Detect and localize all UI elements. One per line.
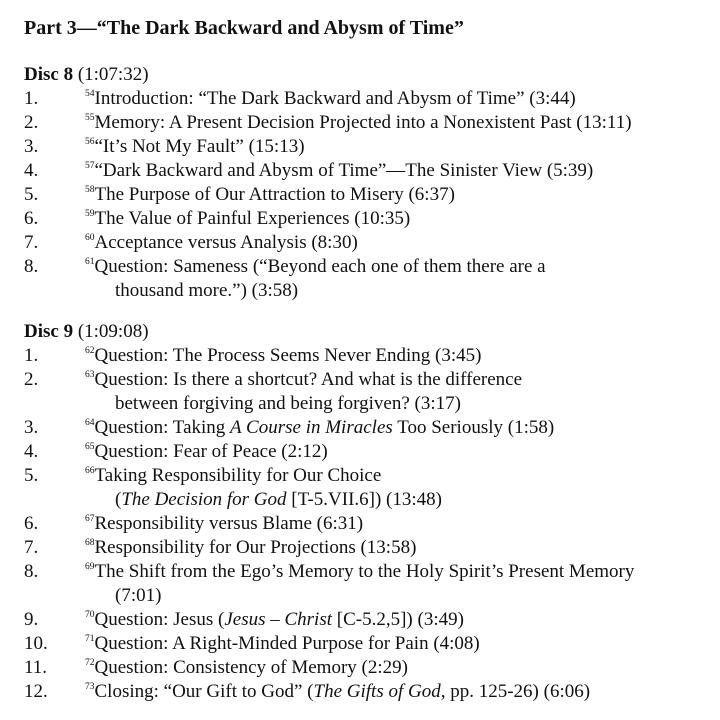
track-title: Taking Responsibility for Our Choice (94, 465, 382, 486)
footnote-number: 70 (85, 610, 95, 620)
track-title: The Purpose of Our Attraction to Misery (6:37) (94, 184, 455, 205)
track-number: 10. (24, 633, 48, 654)
track-title: Acceptance versus Analysis (8:30) (94, 232, 358, 253)
footnote-number: 57 (85, 161, 95, 171)
continuation-prefix: ( (115, 489, 122, 510)
footnote-number: 64 (85, 418, 95, 428)
track-title: “It’s Not My Fault” (15:13) (94, 136, 305, 157)
track-row (24, 255, 714, 303)
track-number: 3. (24, 417, 39, 438)
track-number: 9. (24, 609, 39, 630)
footnote-number: 59 (85, 209, 95, 219)
track-number: 4. (24, 160, 39, 181)
track-row (24, 608, 714, 632)
footnote-number: 58 (85, 185, 95, 195)
track-row (24, 183, 714, 207)
track-title-continuation (85, 488, 714, 512)
track-number: 7. (24, 232, 39, 253)
track-row (24, 512, 714, 536)
track-row (24, 680, 714, 704)
track-title: Question: Consistency of Memory (2:29) (94, 657, 408, 678)
track-title: Question: Fear of Peace (2:12) (94, 441, 328, 462)
track-number: 3. (24, 136, 39, 157)
disc-duration: (1:07:32) (77, 64, 149, 85)
footnote-number: 67 (85, 514, 95, 524)
footnote-number: 68 (85, 538, 95, 548)
track-title: Question: Is there a shortcut? And what is the difference (94, 369, 523, 390)
track-title: Question: Sameness (“Beyond each one of them there are a (94, 256, 546, 277)
part-title: Part 3—“The Dark Backward and Abysm of Time” (24, 17, 464, 39)
track-title: Memory: A Present Decision Projected into a Nonexistent Past (13:11) (94, 112, 632, 133)
track-title-suffix: [C-5.2,5]) (3:49) (332, 609, 464, 630)
footnote-number: 60 (85, 233, 95, 243)
track-number: 12. (24, 681, 48, 702)
book-title: The Gifts of God (313, 681, 441, 702)
track-row (24, 368, 714, 416)
disc-heading (24, 320, 714, 344)
track-number: 2. (24, 112, 39, 133)
footnote-number: 73 (85, 682, 95, 692)
track-row (24, 464, 714, 512)
track-number: 6. (24, 208, 39, 229)
track-number: 7. (24, 537, 39, 558)
track-title: The Value of Painful Experiences (10:35) (94, 208, 411, 229)
disc-8-section (24, 63, 714, 303)
disc-label: Disc 9 (24, 321, 74, 342)
track-title-prefix: Closing: “Our Gift to God” ( (94, 681, 314, 702)
track-title-suffix: , pp. 125-26) (6:06) (440, 681, 591, 702)
footnote-number: 63 (85, 370, 95, 380)
track-number: 1. (24, 88, 39, 109)
disc-9-section (24, 320, 714, 704)
track-number: 5. (24, 465, 39, 486)
footnote-number: 56 (85, 137, 95, 147)
track-row (24, 536, 714, 560)
footnote-number: 71 (85, 634, 95, 644)
track-title-continuation: between forgiving and being forgiven? (3:17) (115, 393, 461, 414)
track-number: 8. (24, 561, 39, 582)
footnote-number: 62 (85, 346, 95, 356)
track-row (24, 135, 714, 159)
disc-label: Disc 8 (24, 64, 74, 85)
track-row (24, 656, 714, 680)
track-row (24, 87, 714, 111)
footnote-number: 72 (85, 658, 95, 668)
book-title: The Decision for God (121, 489, 287, 510)
track-row (24, 159, 714, 183)
track-row (24, 231, 714, 255)
track-number: 2. (24, 369, 39, 390)
track-row (24, 111, 714, 135)
footnote-number: 66 (85, 466, 95, 476)
track-title: Question: A Right-Minded Purpose for Pain (4:08) (94, 633, 480, 654)
track-title: Question: The Process Seems Never Ending (3:45) (94, 345, 482, 366)
track-row (24, 632, 714, 656)
track-title-prefix: Question: Jesus ( (94, 609, 225, 630)
track-number: 1. (24, 345, 39, 366)
continuation-suffix: [T-5.VII.6]) (13:48) (286, 489, 442, 510)
track-number: 11. (24, 657, 48, 678)
track-title-prefix: Question: Taking (94, 417, 231, 438)
track-number: 5. (24, 184, 39, 205)
disc-heading (24, 63, 714, 87)
track-title-continuation: thousand more.”) (3:58) (115, 280, 299, 301)
disc-duration: (1:09:08) (77, 321, 149, 342)
track-title: Responsibility for Our Projections (13:58) (94, 537, 417, 558)
track-row (24, 344, 714, 368)
track-row (24, 207, 714, 231)
footnote-number: 54 (85, 89, 95, 99)
track-title-continuation: (7:01) (115, 585, 162, 606)
footnote-number: 69 (85, 562, 95, 572)
footnote-number: 55 (85, 113, 95, 123)
track-row (24, 440, 714, 464)
book-title: A Course in Miracles (230, 417, 393, 438)
track-title: Responsibility versus Blame (6:31) (94, 513, 364, 534)
footnote-number: 65 (85, 442, 95, 452)
track-number: 4. (24, 441, 39, 462)
track-row (24, 560, 714, 608)
track-title-suffix: Too Seriously (1:58) (392, 417, 555, 438)
book-title: Jesus – Christ (224, 609, 333, 630)
track-number: 8. (24, 256, 39, 277)
track-row (24, 416, 714, 440)
track-number: 6. (24, 513, 39, 534)
footnote-number: 61 (85, 257, 95, 267)
track-title: Introduction: “The Dark Backward and Abysm of Time” (3:44) (94, 88, 576, 109)
track-title: The Shift from the Ego’s Memory to the Holy Spirit’s Present Memory (94, 561, 635, 582)
track-title: “Dark Backward and Abysm of Time”—The Sinister View (5:39) (94, 160, 594, 181)
